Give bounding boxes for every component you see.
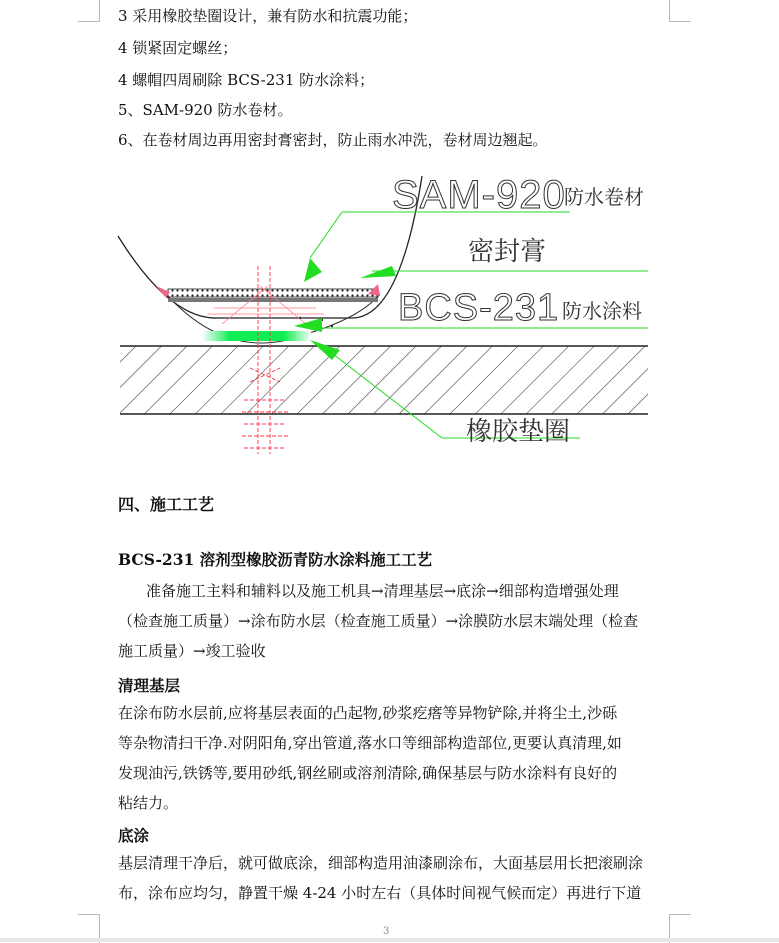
label-bcs-suffix: 防水涂料 <box>562 299 642 323</box>
arrow-bcs <box>294 318 322 332</box>
clean-line-2: 等杂物清扫干净.对阴阳角,穿出管道,落水口等细部构造部位,更要认真清理,如 <box>118 734 622 752</box>
process-line-3: 施工质量）→竣工验收 <box>118 642 266 660</box>
process-line-1: 准备施工主料和辅料以及施工机具→清理基层→底涂→细部构造增强处理 <box>146 582 619 600</box>
label-gasket: 橡胶垫圈 <box>466 417 571 447</box>
waterproof-detail-figure <box>110 168 670 460</box>
primer-line-2: 布，涂布应均匀，静置干燥 4-24 小时左右（具体时间视气候而定）再进行下道 <box>118 884 642 902</box>
process-line-2: （检查施工质量）→涂布防水层（检查施工质量）→涂膜防水层末端处理（检查 <box>118 612 639 630</box>
list-item-3: 3 采用橡胶垫圈设计，兼有防水和抗震功能； <box>118 7 418 25</box>
list-item-4b: 4 螺帽四周刷除 BCS-231 防水涂料； <box>118 71 375 89</box>
clean-line-4: 粘结力。 <box>118 794 179 812</box>
arrow-sam <box>304 258 322 282</box>
primer-paragraph <box>118 848 666 908</box>
arrow-sealant <box>360 266 396 278</box>
clean-paragraph <box>118 698 666 818</box>
sealant-band <box>168 298 378 302</box>
label-sealant: 密封膏 <box>468 237 547 267</box>
subheading: BCS-231 溶剂型橡胶沥青防水涂料施工工艺 <box>118 550 433 569</box>
list-item-6: 6、在卷材周边再用密封膏密封，防止雨水冲洗，卷材周边翘起。 <box>118 131 548 149</box>
rubber-gasket <box>202 331 312 341</box>
page-bottom-edge <box>0 938 779 942</box>
clean-heading: 清理基层 <box>118 676 181 695</box>
page-number: 3 <box>383 926 390 937</box>
primer-heading: 底涂 <box>118 826 150 845</box>
crop-mark-top-left <box>78 0 100 22</box>
label-sam-suffix: 防水卷材 <box>564 185 644 209</box>
section-heading: 四、施工工艺 <box>118 495 215 514</box>
process-paragraph <box>118 576 666 666</box>
primer-line-1: 基层清理干净后，就可做底涂，细部构造用油漆刷涂布，大面基层用长把滚刷涂 <box>118 854 644 872</box>
substrate-hatched <box>120 346 648 414</box>
membrane-band <box>168 289 378 297</box>
list-item-5: 5、SAM-920 防水卷材。 <box>118 101 293 119</box>
label-sam: SAM-920 <box>392 173 566 217</box>
clean-line-1: 在涂布防水层前,应将基层表面的凸起物,砂浆疙瘩等异物铲除,并将尘土,沙砾 <box>118 704 618 722</box>
label-bcs: BCS-231 <box>398 287 560 329</box>
clean-line-3: 发现油污,铁锈等,要用砂纸,钢丝刷或溶剂清除,确保基层与防水涂料有良好的 <box>118 764 618 782</box>
list-item-4a: 4 锁紧固定螺丝； <box>118 39 238 57</box>
